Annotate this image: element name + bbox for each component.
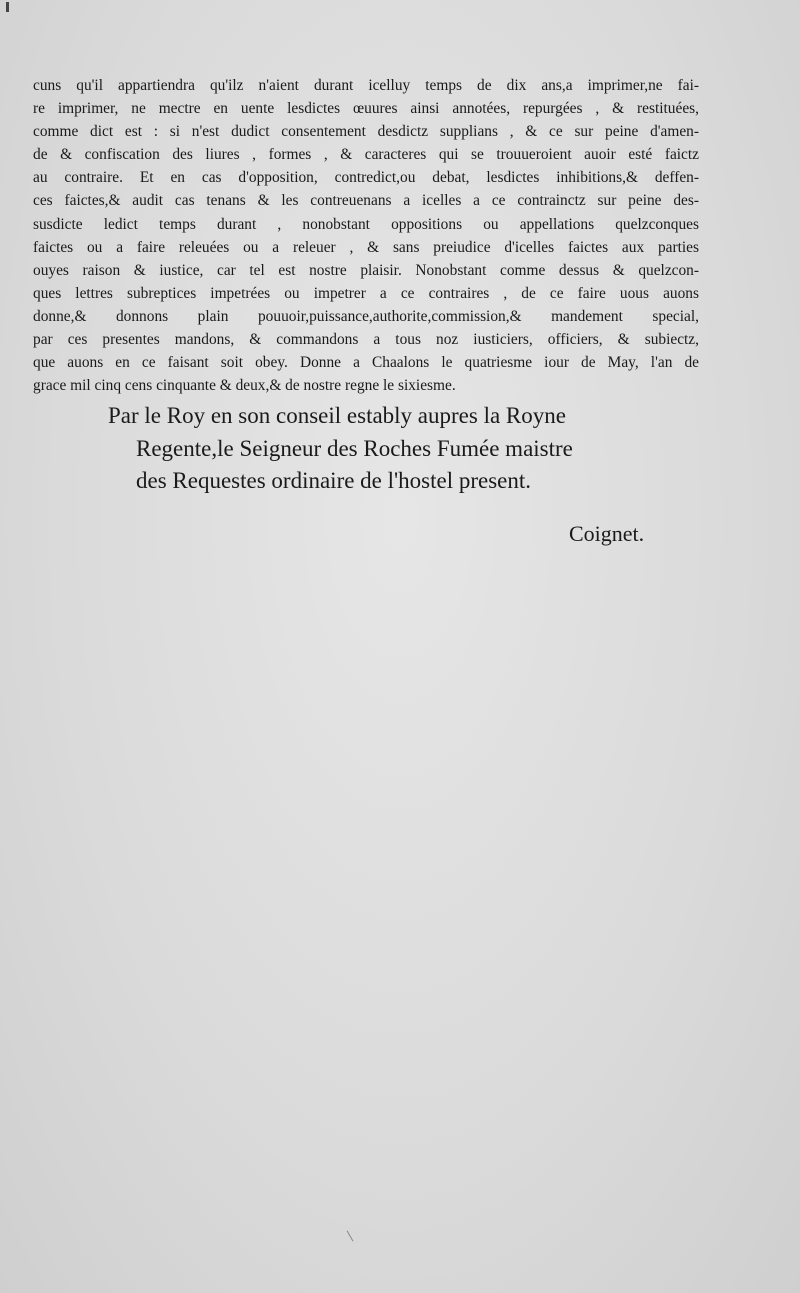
body-line: comme dict est : si n'est dudict consentement desdictz supplians , & ce sur peine d'amen- xyxy=(33,123,699,141)
body-line: susdicte ledict temps durant , nonobstant oppositions ou appellations quelzconques xyxy=(33,215,699,233)
body-line: grace mil cinq cens cinquante & deux,& de nostre regne le sixiesme. xyxy=(33,377,456,395)
body-line: donne,& donnons plain pouuoir,puissance,authorite,commission,& mandement special, xyxy=(33,307,699,325)
body-line: faictes ou a faire releuées ou a releuer , & sans preiudice d'icelles faictes aux parties xyxy=(33,238,699,256)
body-line: par ces presentes mandons, & commandons a tous noz iusticiers, officiers, & subiectz, xyxy=(33,331,699,349)
body-line: ces faictes,& audit cas tenans & les contreuenans a icelles a ce contrainctz sur peine des- xyxy=(33,192,699,210)
body-line: re imprimer, ne mectre en uente lesdictes œuures ainsi annotées, repurgées , & restituées, xyxy=(33,100,699,118)
signoff-line: Regente,le Seigneur des Roches Fumée maistre xyxy=(136,435,573,461)
royal-signoff-block xyxy=(108,400,668,498)
signoff-line: des Requestes ordinaire de l'hostel present. xyxy=(136,468,532,493)
body-line: de & confiscation des liures , formes , & caracteres qui se trouueroient auoir esté faictz xyxy=(33,146,699,164)
body-line: cuns qu'il appartiendra qu'ilz n'aient durant icelluy temps de dix ans,a imprimer,ne fai- xyxy=(33,77,699,94)
body-line: que auons en ce faisant soit obey. Donne a Chaalons le quatriesme iour de May, l'an de xyxy=(33,354,699,372)
signoff-line: Par le Roy en son conseil estably aupres la Royne xyxy=(108,403,566,428)
body-line: au contraire. Et en cas d'opposition, contredict,ou debat, lesdictes inhibitions,& deffen- xyxy=(33,169,699,187)
body-line: ques lettres subreptices impetrées ou impetrer a ce contraires , de ce faire uous auons xyxy=(33,284,699,302)
stray-ink-mark xyxy=(347,1227,361,1242)
corner-ink-mark xyxy=(6,2,9,12)
body-line: ouyes raison & iustice, car tel est nostre plaisir. Nonobstant comme dessus & quelzcon- xyxy=(33,261,699,279)
privilege-body-paragraph xyxy=(33,74,699,397)
secretary-signature: Coignet. xyxy=(569,521,645,546)
